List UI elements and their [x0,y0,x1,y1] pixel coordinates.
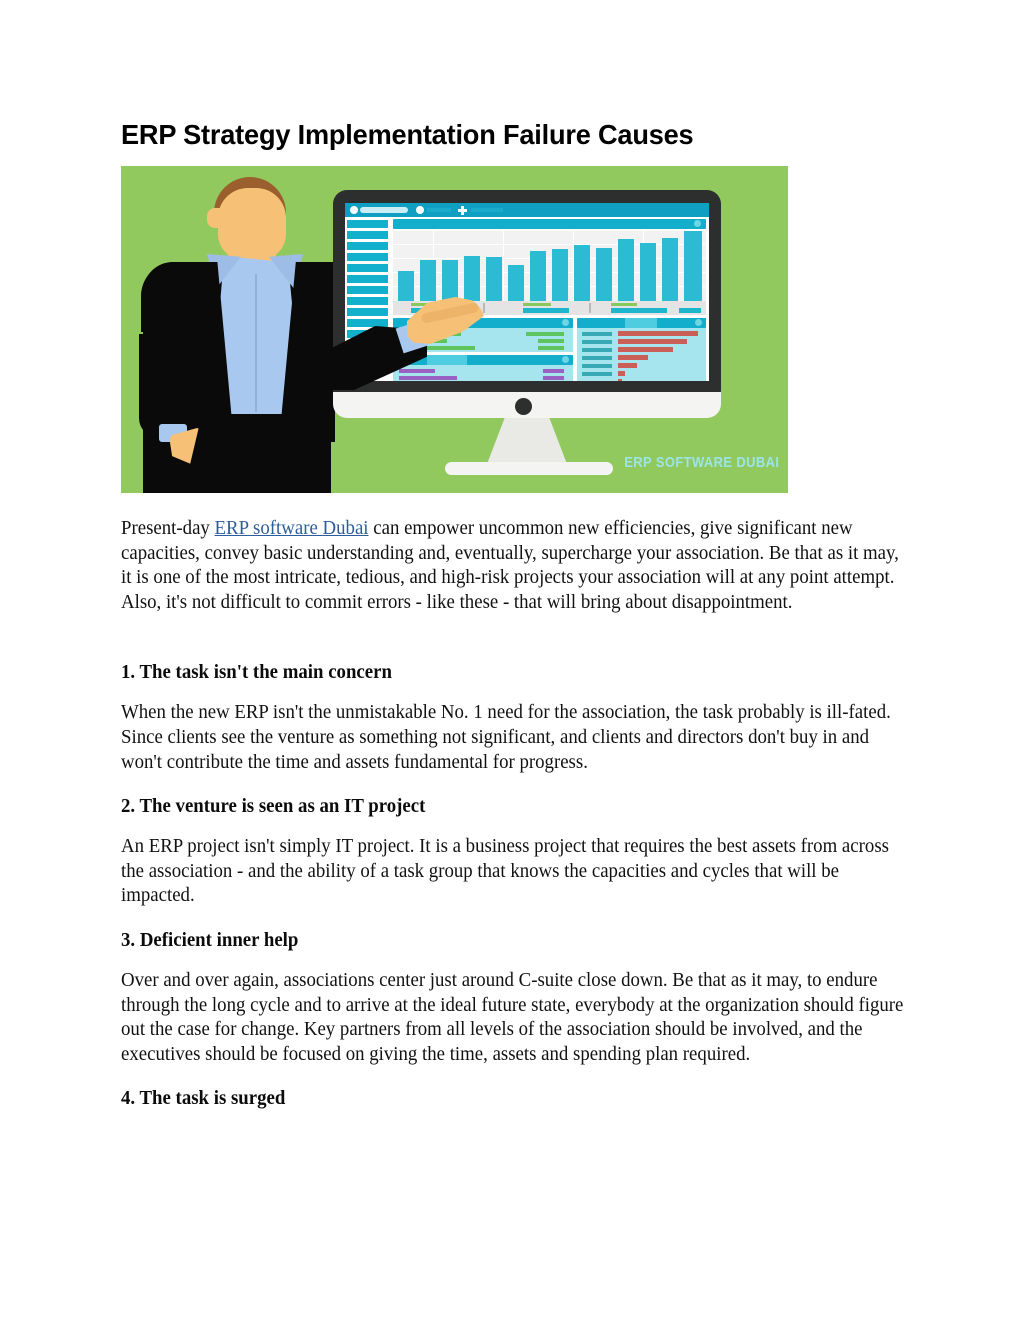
search-icon[interactable] [416,206,424,214]
gear-icon[interactable] [562,356,569,363]
gear-icon[interactable] [695,319,702,326]
gridline [393,244,706,245]
panel-header-highlight [625,318,657,328]
bar [398,271,414,301]
funnel-bar [618,363,637,368]
section-body-1: When the new ERP isn't the unmistakable No. 1 need for the association, the task probably is ill-fated. Since clients see the venture as something not significant, and clients and directors don't buy in and won't contribute the time and assets fundamental for progress. [121,702,891,773]
section-heading-1: 1. The task isn't the main concern [121,662,392,684]
gridline [393,286,706,287]
row-value-bar [538,346,564,350]
bar [662,238,678,301]
sidebar-item[interactable] [347,275,388,283]
plus-icon-bar [458,209,467,212]
bar [420,260,436,301]
row-value-bar [543,369,564,373]
bar [530,251,546,301]
section-heading-4: 4. The task is surged [121,1088,286,1110]
bar [596,248,612,301]
funnel-label [582,364,612,368]
dashboard-topbar [345,203,709,217]
topbar-menu-item-2[interactable] [471,208,503,212]
sidebar-item[interactable] [347,220,388,228]
gridline [393,272,706,273]
chart-footer-label [611,308,667,313]
search-input[interactable] [360,207,408,213]
row-bar [399,376,457,380]
gear-icon[interactable] [562,319,569,326]
hero-illustration [121,166,788,493]
section-heading-2: 2. The venture is seen as an IT project [121,796,426,818]
sidebar-item[interactable] [347,286,388,294]
lead-paragraph [121,517,904,615]
shirt-placket [255,274,257,412]
lead-text-before: Present-day [121,518,215,539]
arm-left [139,334,189,438]
panel-header-highlight [427,355,467,365]
page-title: ERP Strategy Implementation Failure Causes [121,119,694,150]
chart-footer-tick [483,303,485,313]
bar [464,256,480,301]
sidebar-item[interactable] [347,242,388,250]
funnel-label [582,340,612,344]
dashboard-main [390,217,709,381]
funnel-label [582,348,612,352]
chart-footer-green-label [611,303,637,306]
section-body-3: Over and over again, associations center just around C-suite close down. Be that as it may, to endure through the long cycle and to arrive at the ideal future state, everybody at the organization should figure out the case for change. Key partners from all levels of the association should be involved, and the executives should be focused on giving the time, assets and spending plan required. [121,969,904,1065]
chart-footer-tick [589,303,591,313]
monitor-logo-icon [515,398,532,415]
chart-footer-label [523,308,569,313]
bar [442,260,458,301]
sidebar-item[interactable] [347,319,388,327]
funnel-bar [618,371,625,376]
funnel-bar [618,347,673,352]
monitor-stand-base [445,462,613,475]
section-body-2: An ERP project isn't simply IT project. It is a business project that requires the best assets from across the association - and the ability of a task group that knows the capacities and cycles that will be impacted. [121,836,889,907]
chart-footer-label [679,308,701,313]
chart-panel-header [393,219,706,229]
funnel-bar [618,331,698,336]
bar [486,257,502,301]
document-content [121,118,903,1127]
funnel-label [582,332,612,336]
logo-icon [350,206,358,214]
section-heading-3: 3. Deficient inner help [121,929,299,951]
bar-chart [393,231,706,301]
bar [552,249,568,301]
funnel-bar [618,355,648,360]
bar [574,245,590,301]
row-value-bar [543,376,564,380]
gridline [393,258,706,259]
gear-icon[interactable] [694,220,701,227]
monitor-stand-neck [487,418,567,464]
sidebar-item[interactable] [347,231,388,239]
watermark-text: ERP SOFTWARE DUBAI [623,454,779,471]
bar [618,239,634,301]
bar [508,265,524,301]
row-value-bar [526,332,564,336]
lead-text-after: can empower uncommon new efficiencies, give significant new capacities, convey basic understanding and, eventually, supercharge your association. Be that as it may, it is one of the most intricate, tedious, and high-risk projects your association will at any point attempt. Also, it's not difficult to commit errors - like these - that will bring about disappointment. [121,518,899,613]
topbar-menu-item-1[interactable] [427,208,451,212]
row-value-bar [538,339,564,343]
funnel-bar [618,379,622,381]
sidebar-item[interactable] [347,308,388,316]
sidebar-item[interactable] [347,264,388,272]
bar [640,243,656,301]
funnel-bar [618,339,687,344]
erp-software-dubai-link[interactable]: ERP software Dubai [214,518,369,539]
gridline-v [503,231,504,301]
row-bar [399,369,435,373]
funnel-chart-panel [577,318,706,381]
funnel-label [582,372,612,376]
funnel-label [582,356,612,360]
chart-footer-green-label [523,303,551,306]
sidebar-item[interactable] [347,297,388,305]
bar [684,231,702,301]
sidebar-item[interactable] [347,253,388,261]
